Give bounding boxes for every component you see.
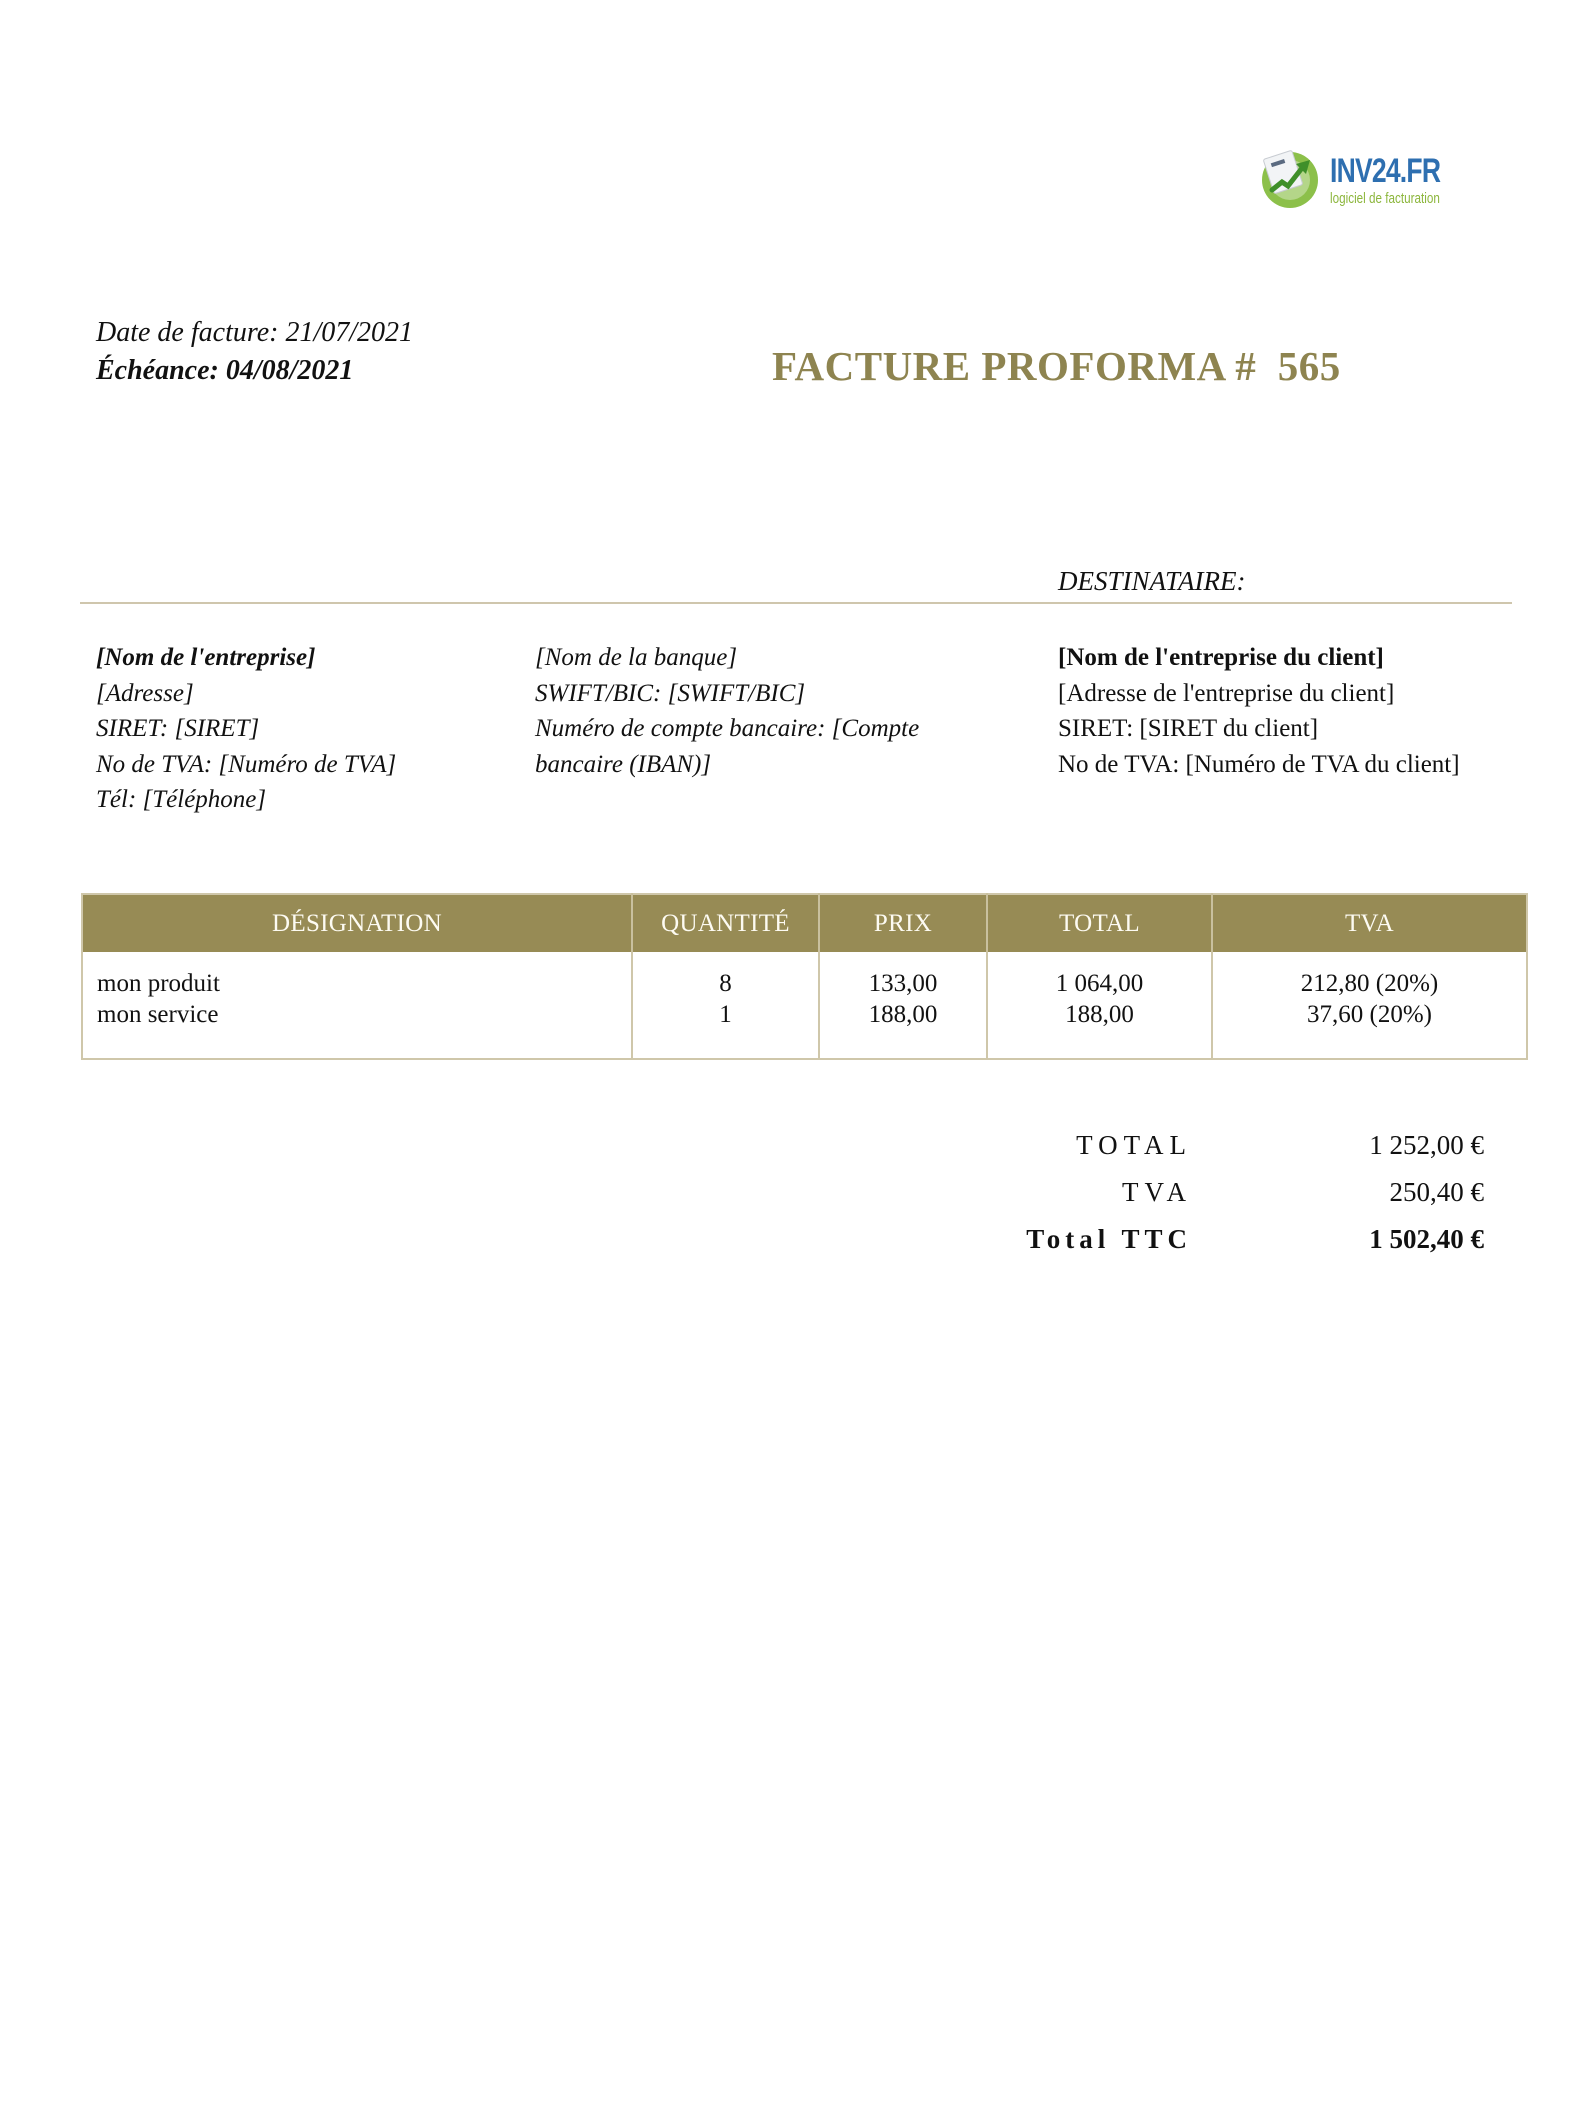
bank-details-block: [535, 640, 995, 782]
total-cell: [987, 952, 1212, 1059]
header-quantity: QUANTITÉ: [632, 894, 819, 952]
table-row: [82, 952, 1527, 1059]
company-phone: Tél: [Téléphone]: [96, 786, 267, 813]
line-items-table: [81, 893, 1528, 1060]
item-vat: 37,60 (20%): [1307, 1001, 1432, 1028]
brand-logo: [1258, 146, 1468, 216]
bank-account-line1: Numéro de compte bancaire: [Compte: [535, 715, 920, 742]
bank-swift: SWIFT/BIC: [SWIFT/BIC]: [535, 679, 806, 707]
company-address: [Adresse]: [96, 679, 194, 707]
company-vat: No de TVA: [Numéro de TVA]: [96, 750, 397, 778]
invoice-date: Date de facture: 21/07/2021: [96, 317, 414, 348]
brand-name: INV24.FR: [1330, 152, 1441, 190]
item-quantity: 1: [719, 1001, 732, 1028]
page-title: FACTURE PROFORMA # 565: [772, 343, 1341, 389]
vat-total-value: 250,40 €: [1389, 1177, 1484, 1207]
designation-cell: [82, 952, 632, 1059]
client-vat: No de TVA: [Numéro de TVA du client]: [1058, 750, 1460, 778]
item-designation: mon produit: [97, 970, 220, 997]
price-cell: [819, 952, 987, 1059]
section-divider: [80, 602, 1512, 604]
item-total: 188,00: [1065, 1001, 1134, 1028]
quantity-cell: [632, 952, 819, 1059]
item-price: 133,00: [868, 970, 938, 997]
header-vat: TVA: [1212, 894, 1527, 952]
item-designation: mon service: [97, 1001, 219, 1028]
company-siret: SIRET: [SIRET]: [96, 715, 260, 742]
item-total: 1 064,00: [1055, 970, 1144, 997]
header-total: TOTAL: [987, 894, 1212, 952]
due-date: Échéance: 04/08/2021: [96, 355, 354, 386]
header-designation: DÉSIGNATION: [82, 894, 632, 952]
item-price: 188,00: [868, 1001, 938, 1028]
invoice-dates: [96, 314, 413, 390]
client-siret: SIRET: [SIRET du client]: [1058, 715, 1319, 742]
header-price: PRIX: [819, 894, 987, 952]
item-quantity: 8: [719, 970, 732, 997]
invoice-growth-icon: [1258, 146, 1322, 210]
totals-block: [990, 1130, 1490, 1271]
subtotal-row: [990, 1130, 1490, 1177]
subtotal-value: 1 252,00 €: [1369, 1130, 1484, 1160]
company-name: [Nom de l'entreprise]: [96, 644, 316, 671]
grand-total-label: Total TTC: [1026, 1224, 1192, 1254]
issuer-company-block: [96, 640, 396, 818]
vat-cell: [1212, 952, 1527, 1059]
grand-total-value: 1 502,40 €: [1369, 1224, 1484, 1254]
bank-account-line2: bancaire (IBAN)]: [535, 750, 712, 778]
recipient-label: DESTINATAIRE:: [1058, 566, 1246, 596]
brand-tagline: logiciel de facturation: [1330, 190, 1440, 207]
grand-total-row: [990, 1224, 1490, 1271]
bank-name: [Nom de la banque]: [535, 644, 738, 671]
client-address: [Adresse de l'entreprise du client]: [1058, 679, 1395, 707]
vat-total-row: [990, 1177, 1490, 1224]
vat-total-label: TVA: [1121, 1177, 1192, 1207]
client-block: [1058, 640, 1460, 782]
table-header-row: [82, 894, 1527, 952]
client-name: [Nom de l'entreprise du client]: [1058, 644, 1384, 671]
item-vat: 212,80 (20%): [1300, 970, 1439, 997]
subtotal-label: TOTAL: [1076, 1130, 1192, 1160]
